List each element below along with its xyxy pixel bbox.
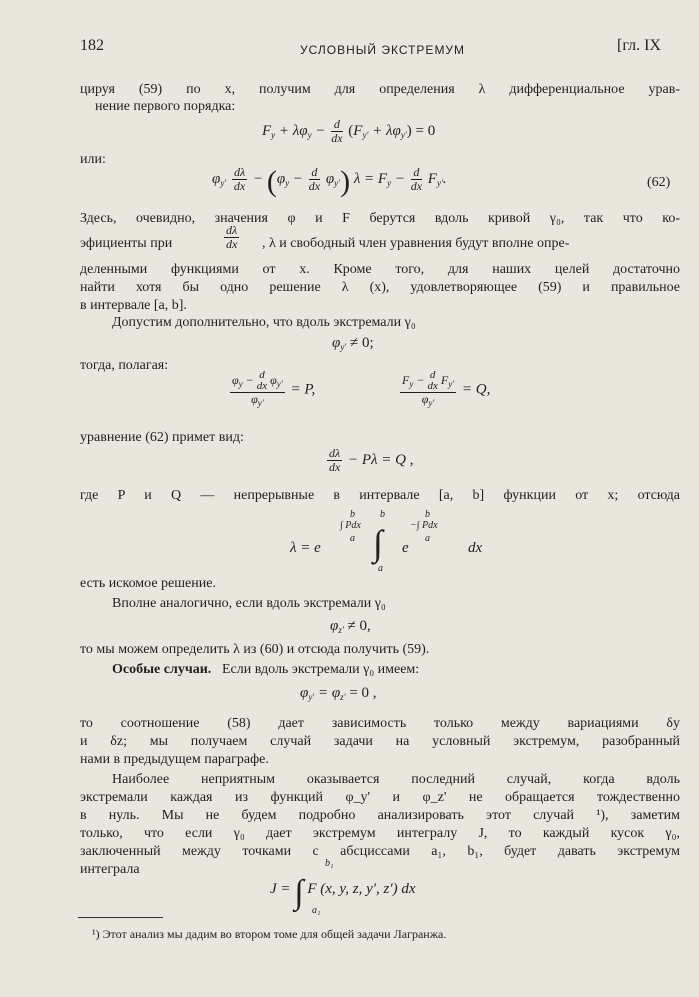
text-line: эфициенты при [80,236,173,251]
footnote-rule [78,917,163,918]
text-line: в интервале [a, b]. [80,298,187,313]
text-line: цируя (59) по x, получим для определения λ дифференциальное урав- [80,82,680,97]
text-line: заключенный между точками с абсциссами a₁, b₁, будет давать экстремум [80,844,680,859]
text-line: найти хотя бы одно решение λ (x), удовлетворяющее (59) и правильное [80,280,680,295]
limit-b: b [350,509,355,520]
equation-J-integral: J = ∫ F (x, y, z, y′, z′) dx [270,874,416,911]
chapter-label: [гл. IX [617,37,661,54]
equation-phi-z-nonzero: $\varphi_{z'} \ne 0$, [330,618,371,635]
section-title: Особые случаи. [112,662,212,677]
text-line: то соотношение (58) дает зависимость только между вариациями δy [80,716,680,731]
text-line: или: [80,152,106,167]
fraction-dlambda-dx: $\frac{d\lambda}{dx}$ [225,223,238,251]
text-line: тогда, полагая: [80,358,169,373]
text-line: то мы можем определить λ из (60) и отсюда получить (59). [80,642,430,657]
equation-phi-y-nonzero: $\varphi_{y'} \ne 0$; [332,335,374,352]
text-line: экстремали каждая из функций φ_y' и φ_z' не обращается тождественно [80,790,680,805]
equation-linear-de: $\frac{d\lambda}{dx}$ − Pλ = Q , [328,446,414,474]
limit-a: a [378,563,383,574]
text-line: интеграла [80,862,140,877]
text-line: в нуль. Мы не будем подробно анализировать этот случай ¹), заметим [80,808,680,823]
equation-solution-dx: dx [468,540,483,556]
text-line: Наиболее неприятным оказывается последний случай, когда вдоль [112,772,680,787]
equation-Q-definition: $F_y - d$ dx $F_{y'}$ $\varphi_{y'}$ = Q, [402,369,491,408]
text-line: Допустим дополнительно, что вдоль экстремали γ₀ [112,315,416,330]
text-line: нами в предыдущем параграфе. [80,752,269,767]
equation-solution-exp: e [402,540,409,556]
text-line: только, что если γ₀ дает экстремум интегралу J, то каждый кусок γ₀, [80,826,680,841]
text-line: , λ и свободный член уравнения будут вполне опре- [262,236,570,251]
integral-sign: ∫ [373,523,383,563]
text-line: Вполне аналогично, если вдоль экстремали γ₀ [112,596,386,611]
equation-both-zero: $\varphi_{y'} = \varphi_{z'} = 0$ , [300,685,377,702]
page-number: 182 [80,37,104,54]
equation-62: $\varphi_{y'}$ $\frac{d\lambda}{dx}$ − ($\varphi_y$ − $\frac{d}{dx}$ $\varphi_{y'}$) $\lambda = F_y$ − $\frac{d}{dx}$ $F_{y'}$. [212,165,447,198]
exponent-integral-neg: −∫ Pdx [410,520,438,531]
limit-a1: a₁ [312,905,321,916]
equation-solution: λ = e [290,540,321,556]
equation-P-definition: $\varphi_y - d$ dx $\varphi_{y'}$ $\varphi_{y'}$ = P, [232,369,316,408]
exponent-integral: ∫ Pdx [340,520,361,531]
limit-b1: b₁ [325,858,334,869]
text-line: где P и Q — непрерывные в интервале [a, b] функции от x; отсюда [80,488,680,503]
text-line: Если вдоль экстремали γ₀ имеем: [222,662,420,677]
footnote: ¹) Этот анализ мы дадим во втором томе для общей задачи Лагранжа. [92,927,447,941]
text-line: деленными функциями от x. Кроме того, для наших целей достаточно [80,262,680,277]
text-line: нение первого порядка: [95,99,236,114]
limit-b: b [380,509,385,520]
equation-number: (62) [647,175,671,190]
limit-a: a [350,533,355,544]
running-title: УСЛОВНЫЙ ЭКСТРЕМУМ [300,43,466,57]
text-line: и δz; мы получаем случай задачи на условный экстремум, разобранный [80,734,680,749]
text-line: уравнение (62) примет вид: [80,430,244,445]
text-line: есть искомое решение. [80,576,216,591]
limit-a: a [425,533,430,544]
limit-b: b [425,509,430,520]
text-line: Здесь, очевидно, значения φ и F берутся вдоль кривой γ₀, так что ко- [80,211,680,226]
equation-lambda-de: $F_y + \lambda\varphi_y$ − $\frac{d}{dx}$ $(F_{y'} + \lambda\varphi_{y'}) = 0$ [262,117,436,145]
